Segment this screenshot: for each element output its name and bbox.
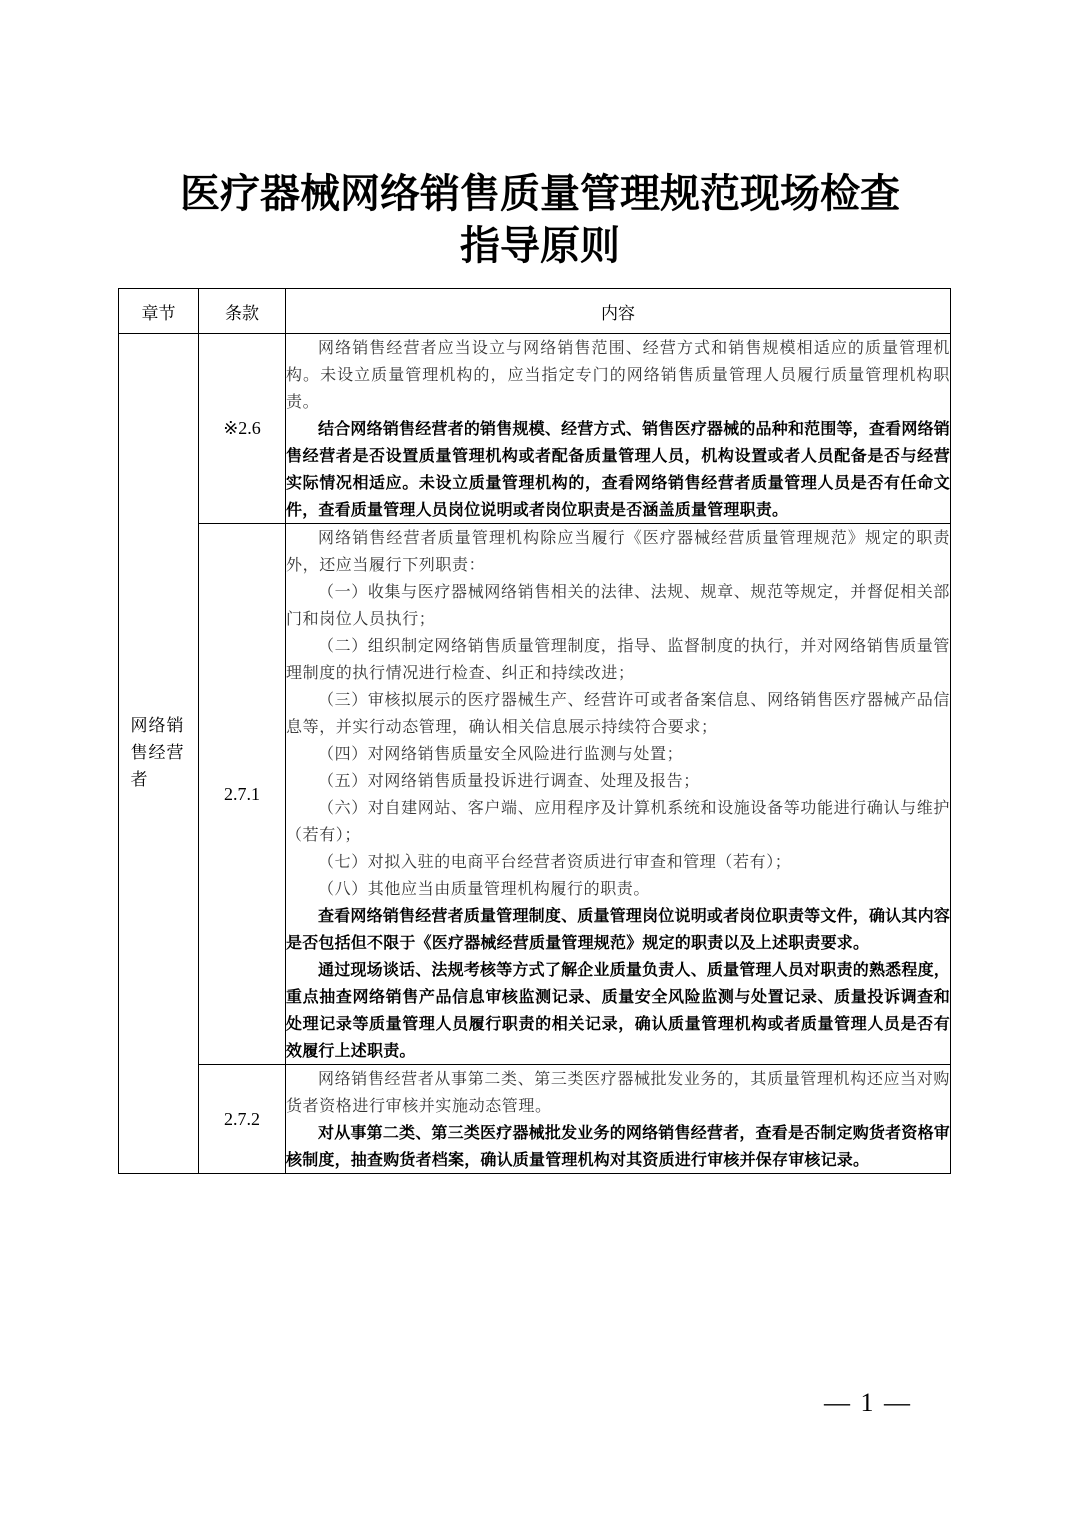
title-line-1: 医疗器械网络销售质量管理规范现场检查	[180, 170, 900, 217]
content-cell	[286, 334, 951, 524]
table-row	[119, 334, 951, 524]
content-cell	[286, 1065, 951, 1174]
requirement-paragraph: （二）组织制定网络销售质量管理制度，指导、监督制度的执行，并对网络销售质量管理制度的执行情况进行检查、纠正和持续改进；	[286, 636, 950, 682]
inspection-paragraph: 对从事第二类、第三类医疗器械批发业务的网络销售经营者，查看是否制定购货者资格审核制度，抽查购货者档案，确认质量管理机构对其资质进行审核并保存审核记录。	[286, 1123, 950, 1169]
requirement-paragraph: （五）对网络销售质量投诉进行调查、处理及报告；	[318, 771, 700, 790]
table-row	[119, 1065, 951, 1174]
inspection-paragraph: 通过现场谈话、法规考核等方式了解企业质量负责人、质量管理人员对职责的熟悉程度，重点抽查网络销售产品信息审核监测记录、质量安全风险监测与处置记录、质量投诉调查和处理记录等质量管理人员履行职责的相关记录，确认质量管理机构或者质量管理人员是否有效履行上述职责。	[286, 960, 950, 1060]
chapter-label: 网络销售经营者	[130, 716, 185, 790]
title-line-2: 指导原则	[460, 222, 620, 269]
clause-cell: 2.7.1	[199, 524, 286, 1065]
requirement-paragraph: 网络销售经营者应当设立与网络销售范围、经营方式和销售规模相适应的质量管理机构。未设立质量管理机构的，应当指定专门的网络销售质量管理人员履行质量管理机构职责。	[286, 338, 950, 411]
clause-cell: ※2.6	[199, 334, 286, 524]
requirement-paragraph: 网络销售经营者从事第二类、第三类医疗器械批发业务的，其质量管理机构还应当对购货者资格进行审核并实施动态管理。	[286, 1069, 950, 1115]
requirement-paragraph: （七）对拟入驻的电商平台经营者资质进行审查和管理（若有）；	[318, 852, 792, 871]
requirement-paragraph: （一）收集与医疗器械网络销售相关的法律、法规、规章、规范等规定，并督促相关部门和岗位人员执行；	[286, 582, 950, 628]
header-clause: 条款	[199, 289, 286, 334]
table-header-row	[119, 289, 951, 334]
document-title	[0, 168, 1080, 272]
content-cell	[286, 524, 951, 1065]
header-chapter: 章节	[119, 289, 199, 334]
clause-cell: 2.7.2	[199, 1065, 286, 1174]
requirement-paragraph: （三）审核拟展示的医疗器械生产、经营许可或者备案信息、网络销售医疗器械产品信息等，并实行动态管理，确认相关信息展示持续符合要求；	[286, 690, 950, 736]
header-content: 内容	[286, 289, 951, 334]
chapter-cell	[119, 334, 199, 1174]
requirement-paragraph: （六）对自建网站、客户端、应用程序及计算机系统和设施设备等功能进行确认与维护（若有）；	[286, 798, 950, 844]
inspection-paragraph: 查看网络销售经营者质量管理制度、质量管理岗位说明或者岗位职责等文件，确认其内容是否包括但不限于《医疗器械经营质量管理规范》规定的职责以及上述职责要求。	[286, 906, 950, 952]
inspection-table	[118, 288, 951, 1174]
table-row	[119, 524, 951, 1065]
inspection-paragraph: 结合网络销售经营者的销售规模、经营方式、销售医疗器械的品种和范围等，查看网络销售经营者是否设置质量管理机构或者配备质量管理人员，机构设置或者人员配备是否与经营实际情况相适应。未设立质量管理机构的，查看网络销售经营者质量管理人员是否有任命文件，查看质量管理人员岗位说明或者岗位职责是否涵盖质量管理职责。	[286, 419, 950, 519]
page-number: — 1 —	[824, 1388, 912, 1417]
requirement-paragraph: （四）对网络销售质量安全风险进行监测与处置；	[318, 744, 684, 763]
requirement-paragraph: （八）其他应当由质量管理机构履行的职责。	[318, 879, 651, 898]
requirement-paragraph: 网络销售经营者质量管理机构除应当履行《医疗器械经营质量管理规范》规定的职责外，还应当履行下列职责：	[286, 528, 950, 574]
